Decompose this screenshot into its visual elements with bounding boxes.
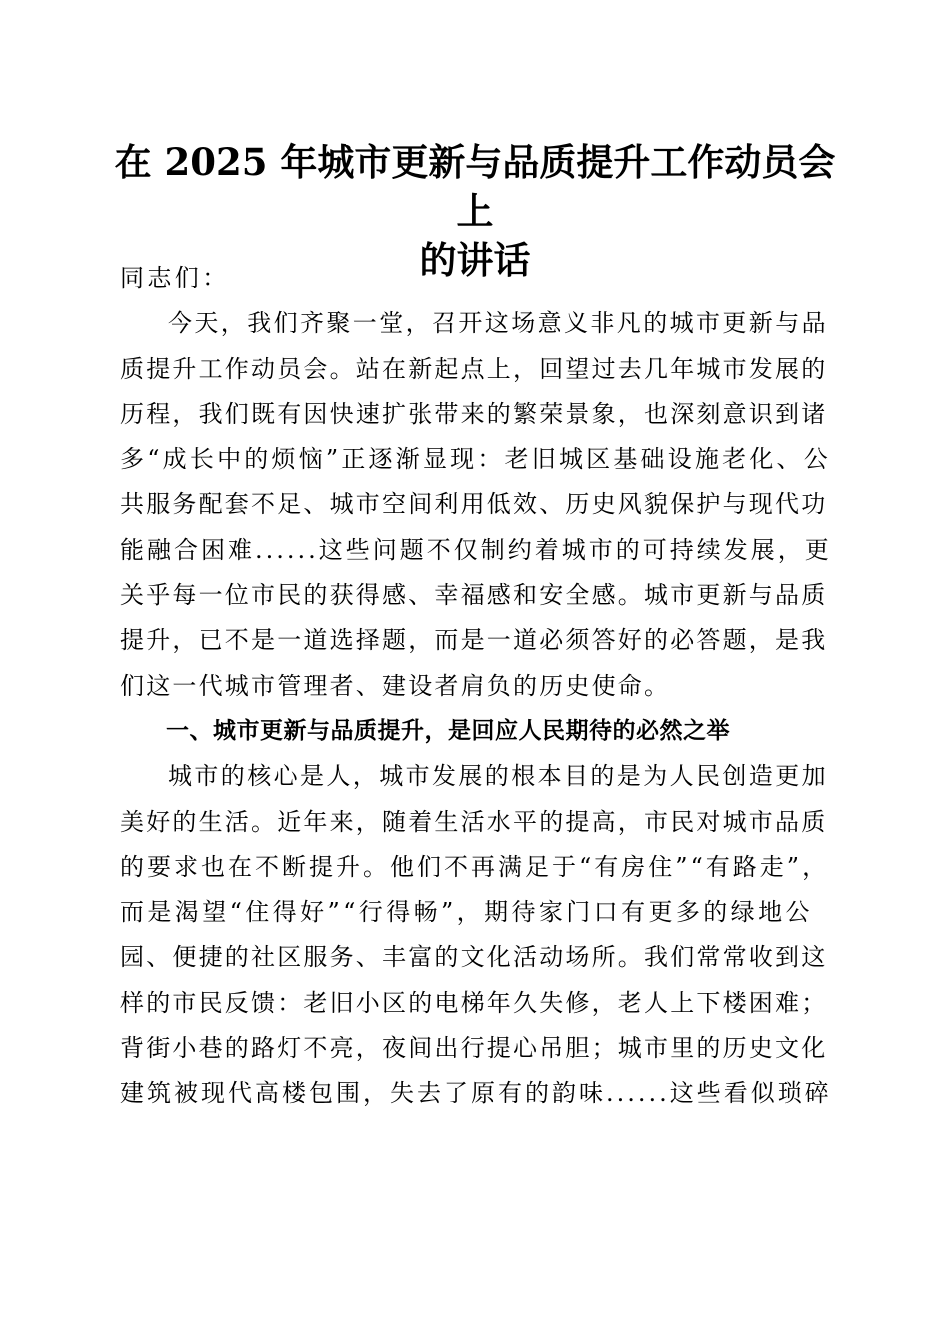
title-line-1: 在 2025 年城市更新与品质提升工作动员会上: [114, 140, 836, 233]
paragraph-line: 背街小巷的路灯不亮，夜间出行提心吊胆；城市里的历史文化: [120, 1034, 828, 1063]
paragraph-line: 园、便捷的社区服务、丰富的文化活动场所。我们常常收到这: [120, 943, 828, 972]
salutation: 同志们：: [120, 264, 230, 292]
section-heading: 一、城市更新与品质提升，是回应人民期待的必然之举: [166, 717, 730, 744]
paragraph-line: 历程，我们既有因快速扩张带来的繁荣景象，也深刻意识到诸: [120, 399, 828, 428]
paragraph-line: 而是渴望“住得好”“行得畅”，期待家门口有更多的绿地公: [120, 898, 813, 927]
paragraph-line: 的要求也在不断提升。他们不再满足于“有房住”“有路走”，: [120, 852, 830, 881]
document-body: [120, 256, 832, 1117]
paragraph-line: 提升，已不是一道选择题，而是一道必须答好的必答题，是我: [120, 626, 828, 655]
paragraph-line: 城市的核心是人，城市发展的根本目的是为人民创造更加: [168, 762, 828, 791]
paragraph-line: 共服务配套不足、城市空间利用低效、历史风貌保护与现代功: [120, 490, 828, 519]
paragraph-line: 质提升工作动员会。站在新起点上，回望过去几年城市发展的: [120, 354, 828, 383]
paragraph-line: 能融合困难......这些问题不仅制约着城市的可持续发展，更: [120, 535, 832, 564]
paragraph-line: 关乎每一位市民的获得感、幸福感和安全感。城市更新与品质: [120, 581, 828, 610]
paragraph-line: 多“成长中的烦恼”正逐渐显现：老旧城区基础设施老化、公: [120, 445, 831, 474]
paragraph-line: 美好的生活。近年来，随着生活水平的提高，市民对城市品质: [120, 807, 828, 836]
paragraph-line: 样的市民反馈：老旧小区的电梯年久失修，老人上下楼困难；: [120, 988, 828, 1017]
paragraph-line: 们这一代城市管理者、建设者肩负的历史使命。: [120, 671, 671, 700]
paragraph-line: 建筑被现代高楼包围，失去了原有的韵味......这些看似琐碎: [120, 1079, 832, 1108]
paragraph-line: 今天，我们齐聚一堂，召开这场意义非凡的城市更新与品: [168, 309, 828, 338]
title-line-2: 的讲话: [419, 238, 531, 282]
